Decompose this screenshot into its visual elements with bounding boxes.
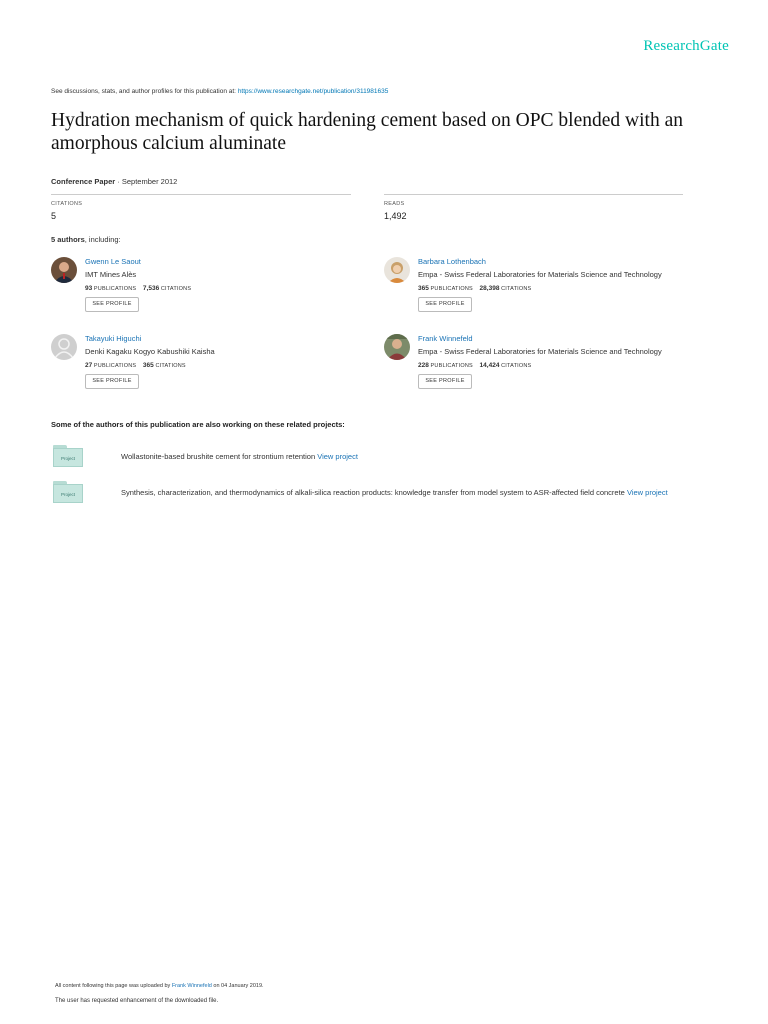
project-item: [121, 488, 668, 497]
see-profile-button[interactable]: SEE PROFILE: [85, 374, 139, 389]
authors-heading: [51, 235, 121, 244]
author-citations-label: CITATIONS: [501, 286, 532, 292]
authors-suffix: , including:: [84, 235, 121, 244]
authors-count: 5 authors: [51, 235, 85, 244]
reads-divider: [384, 194, 683, 195]
citations-value: 5: [51, 211, 57, 221]
author-institution: Empa - Swiss Federal Laboratories for Materials Science and Technology: [418, 270, 662, 279]
author-stats: [85, 285, 191, 292]
avatar-photo-icon[interactable]: [384, 257, 410, 283]
view-project-link[interactable]: View project: [626, 488, 668, 497]
reads-label: READS: [384, 201, 405, 207]
author-card: [51, 257, 351, 317]
author-citations-label: CITATIONS: [160, 286, 192, 292]
author-publications-count: 365: [418, 285, 429, 292]
project-folder-icon[interactable]: [53, 481, 83, 503]
author-stats: [85, 362, 186, 369]
author-institution: IMT Mines Alès: [85, 270, 137, 279]
upload-suffix: on 04 January 2019.: [213, 983, 264, 989]
author-citations-label: CITATIONS: [501, 363, 532, 369]
author-publications-count: 27: [85, 362, 93, 369]
projects-heading: Some of the authors of this publication are also working on these related projects:: [51, 420, 345, 429]
author-publications-count: 228: [418, 362, 429, 369]
project-item: [121, 452, 358, 461]
author-citations-count: 7,536: [142, 285, 160, 292]
author-publications-label: PUBLICATIONS: [430, 363, 473, 369]
author-card: [51, 334, 351, 394]
avatar-photo-icon[interactable]: [384, 334, 410, 360]
uploader-link[interactable]: Frank Winnefeld: [171, 983, 212, 989]
author-citations-count: 28,398: [479, 285, 500, 292]
upload-prefix: All content following this page was uploaded by: [55, 983, 171, 989]
author-name[interactable]: Gwenn Le Saout: [85, 257, 141, 266]
publication-link[interactable]: https://www.researchgate.net/publication/311981635: [237, 88, 389, 95]
citations-divider: [51, 194, 351, 195]
author-citations-count: 365: [142, 362, 154, 369]
author-stats: [418, 285, 531, 292]
publication-title: Hydration mechanism of quick hardening cement based on OPC blended with an amorphous calcium aluminate: [51, 110, 683, 154]
project-title: Wollastonite-based brushite cement for strontium retention: [121, 452, 316, 461]
author-stats: [418, 362, 531, 369]
author-publications-label: PUBLICATIONS: [93, 363, 137, 369]
citations-label: CITATIONS: [51, 201, 83, 207]
project-title: Synthesis, characterization, and thermodynamics of alkali-silica reaction products: knowledge transfer from model system to ASR-affected field concrete: [121, 488, 625, 497]
view-project-link[interactable]: View project: [317, 452, 358, 461]
upload-notice: [55, 983, 264, 989]
author-institution: Denki Kagaku Kogyo Kabushiki Kaisha: [85, 347, 215, 356]
author-name[interactable]: Takayuki Higuchi: [85, 334, 142, 343]
author-publications-label: PUBLICATIONS: [93, 286, 137, 292]
author-publications-count: 93: [85, 285, 93, 292]
author-card: [384, 257, 714, 317]
avatar-photo-icon[interactable]: [51, 257, 77, 283]
author-institution: Empa - Swiss Federal Laboratories for Materials Science and Technology: [418, 347, 662, 356]
project-icon-label: Project: [53, 484, 83, 503]
author-name[interactable]: Barbara Lothenbach: [418, 257, 486, 266]
see-profile-button[interactable]: SEE PROFILE: [418, 374, 472, 389]
project-folder-icon[interactable]: [53, 445, 83, 467]
reads-value: 1,492: [384, 211, 407, 221]
discussion-notice: [51, 88, 388, 95]
see-profile-button[interactable]: SEE PROFILE: [85, 297, 139, 312]
publication-type: Conference Paper: [51, 177, 116, 186]
researchgate-logo[interactable]: ResearchGate: [643, 38, 729, 54]
author-name[interactable]: Frank Winnefeld: [418, 334, 473, 343]
avatar-placeholder-icon[interactable]: [51, 334, 77, 360]
publication-date: · September 2012: [117, 177, 178, 186]
see-profile-button[interactable]: SEE PROFILE: [418, 297, 472, 312]
author-publications-label: PUBLICATIONS: [430, 286, 473, 292]
discussion-text: See discussions, stats, and author profiles for this publication at:: [51, 88, 236, 95]
publication-meta: [51, 177, 177, 186]
author-citations-count: 14,424: [479, 362, 500, 369]
project-icon-label: Project: [53, 448, 83, 467]
author-card: [384, 334, 714, 394]
enhancement-notice: The user has requested enhancement of the downloaded file.: [55, 998, 219, 1004]
author-citations-label: CITATIONS: [155, 363, 186, 369]
